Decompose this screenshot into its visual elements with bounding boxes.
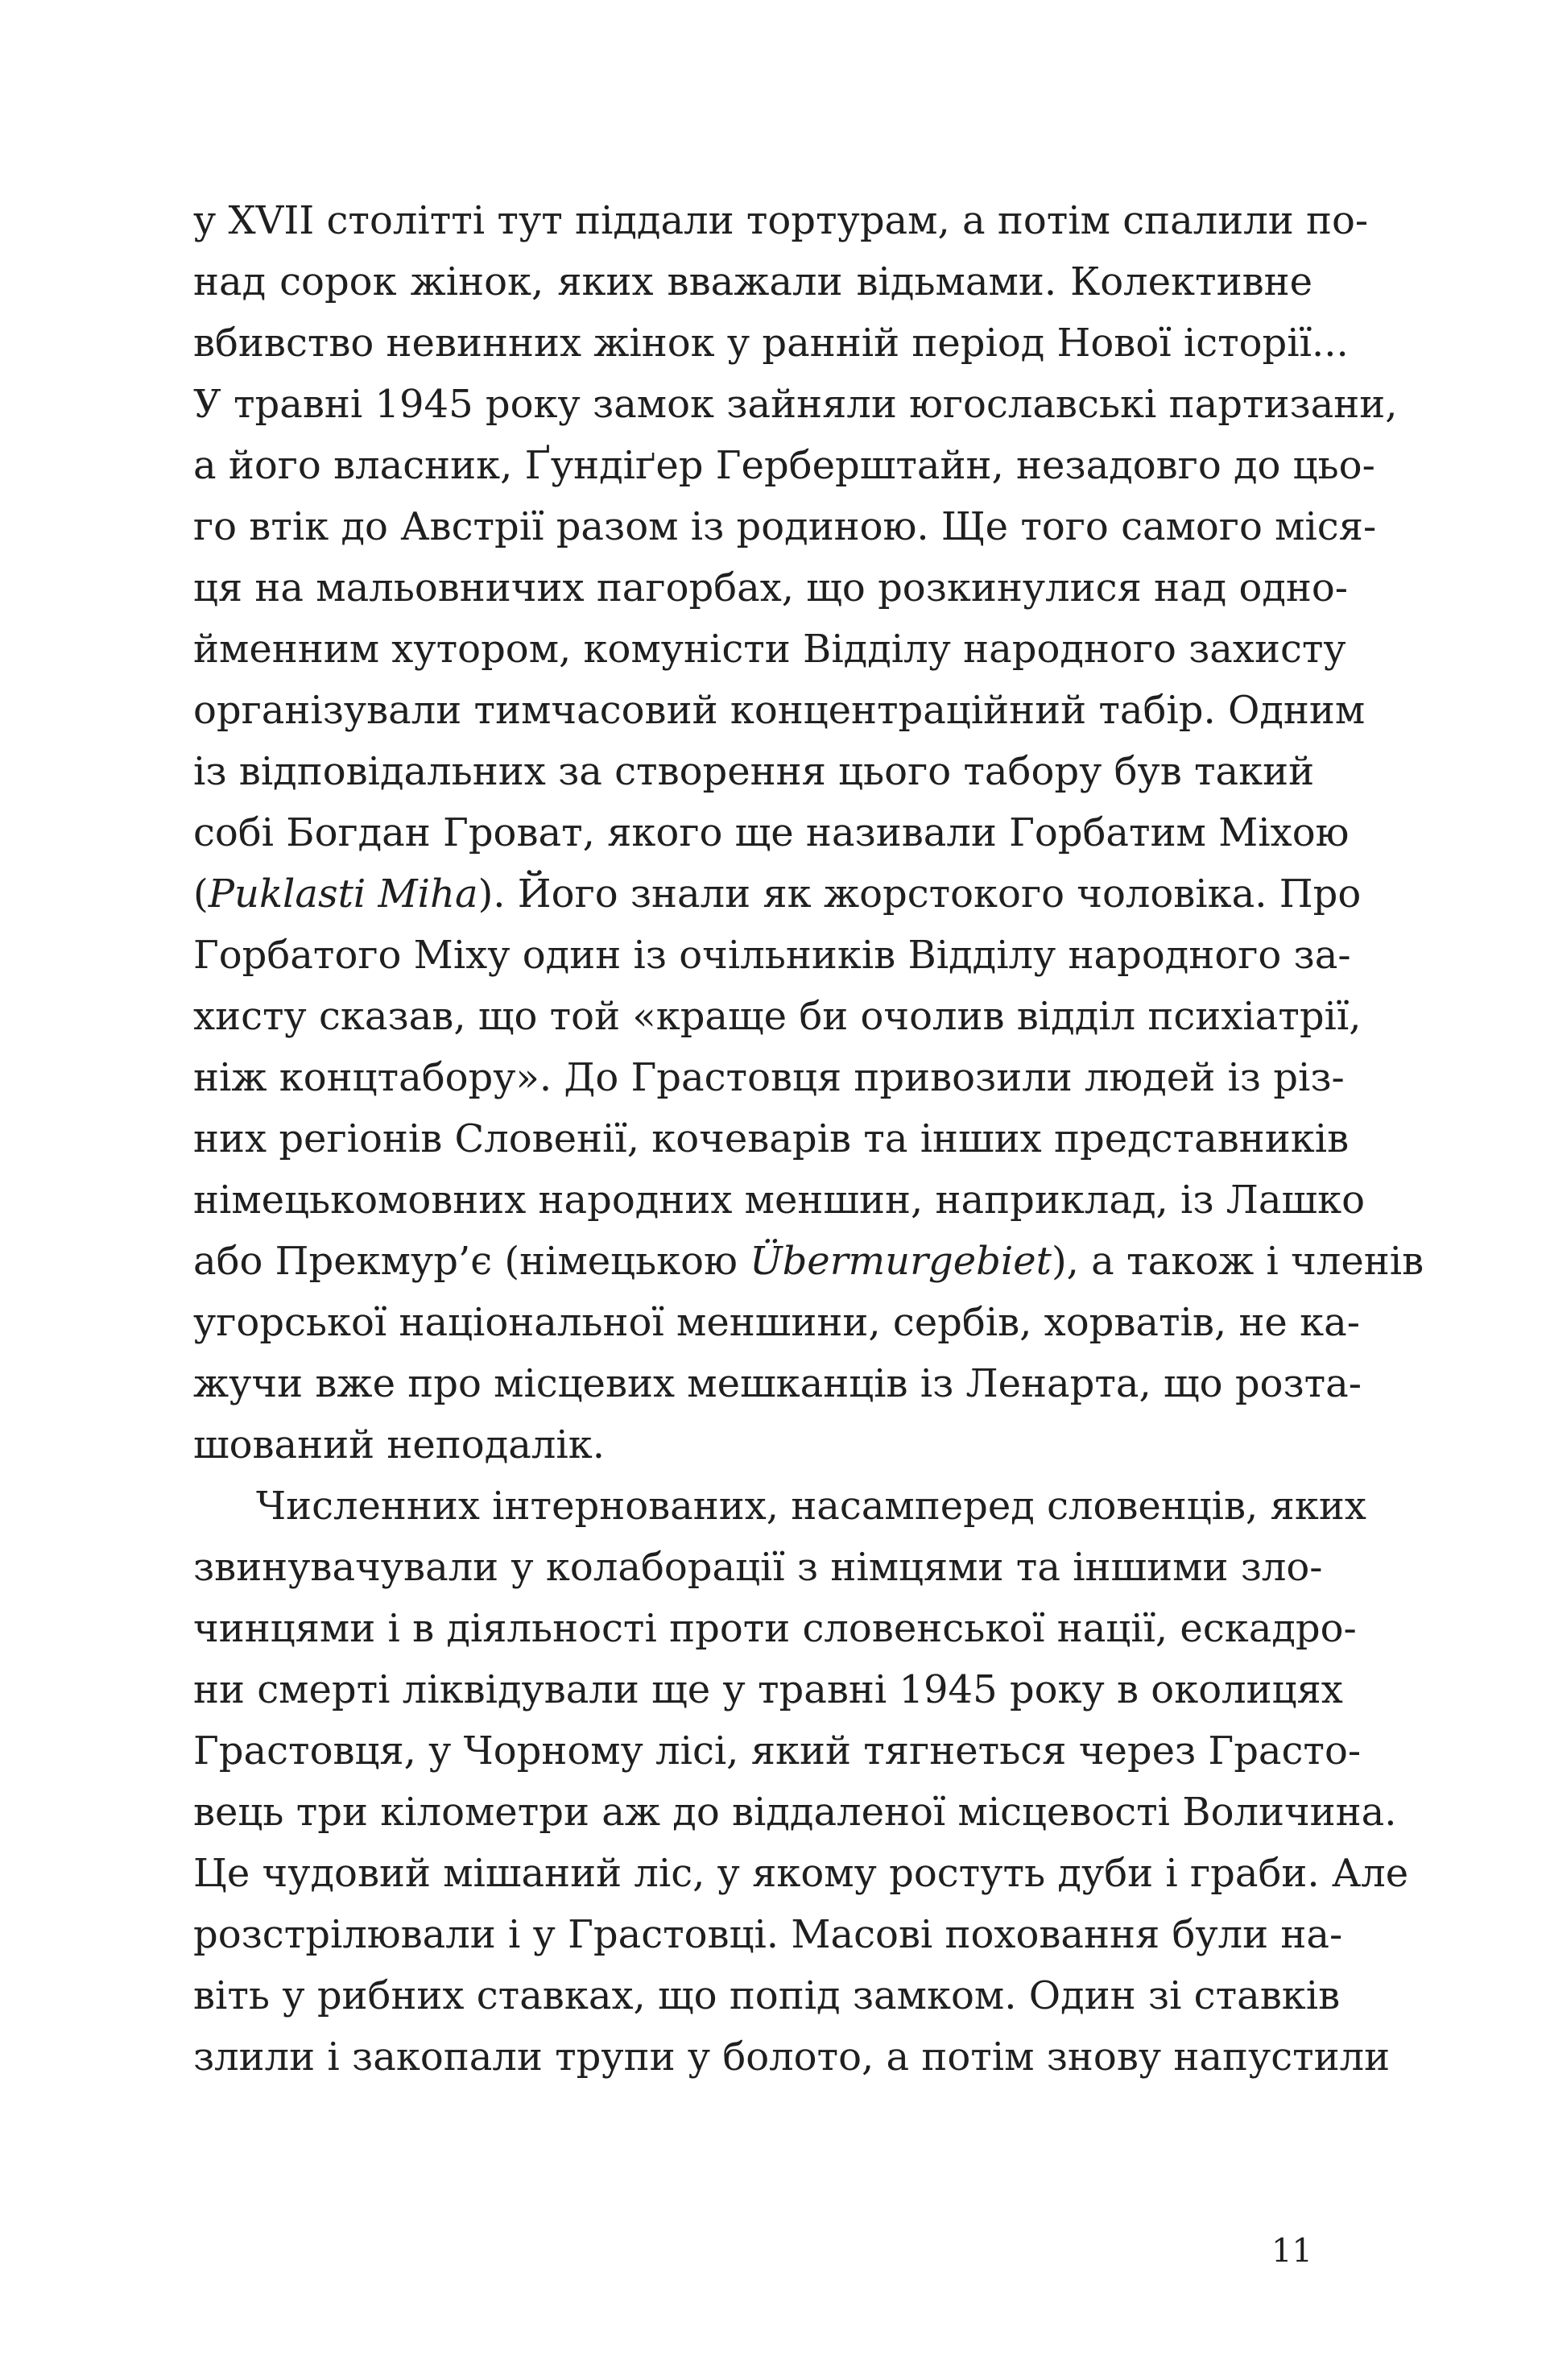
- text-line: [193, 1414, 1312, 1476]
- text-segment: ніж концтабору». До Грастовця привозили людей із різ-: [193, 1055, 1345, 1100]
- italic-term: Puklasti Miha: [208, 871, 478, 917]
- text-segment: Численних інтернованих, насамперед словенців, яких: [256, 1484, 1366, 1529]
- text-line: [193, 986, 1362, 1047]
- text-line: [193, 2026, 1391, 2088]
- text-segment: із відповідальних за створення цього табору був такий: [193, 749, 1315, 794]
- text-line: [193, 863, 1362, 925]
- text-line: [193, 1965, 1341, 2026]
- text-line: [193, 741, 1315, 802]
- text-line: [193, 1598, 1357, 1659]
- text-segment: ), а також і членів: [1051, 1239, 1424, 1284]
- text-segment: шований неподалік.: [193, 1422, 605, 1467]
- text-segment: го втік до Австрії разом із родиною. Ще того самого міся-: [193, 504, 1377, 549]
- text-line: [193, 802, 1350, 863]
- text-line: [193, 1231, 1424, 1292]
- text-line: [193, 251, 1312, 313]
- text-segment: у XVII столітті тут піддали тортурам, а потім спалили по-: [193, 198, 1369, 243]
- text-segment: віть у рибних ставках, що попід замком. Один зі ставків: [193, 1973, 1341, 2018]
- text-line: [193, 1843, 1409, 1904]
- text-line: [193, 313, 1349, 374]
- text-segment: них регіонів Словенії, кочеварів та інших представників: [193, 1116, 1350, 1161]
- text-line: [193, 435, 1375, 496]
- text-segment: організували тимчасовий концентраційний табір. Одним: [193, 688, 1366, 733]
- text-segment: ни смерті ліквідували ще у травні 1945 року в околицях: [193, 1667, 1343, 1712]
- text-segment: вець три кілометри аж до віддаленої місцевості Воличина.: [193, 1790, 1397, 1835]
- text-line: [193, 1720, 1362, 1782]
- text-line: [193, 1904, 1343, 1965]
- text-line: [193, 1353, 1362, 1414]
- text-segment: злили і закопали трупи у болото, а потім знову напустили: [193, 2034, 1391, 2080]
- text-line: [193, 925, 1351, 986]
- text-segment: або Прекмур’є (німецькою: [193, 1239, 750, 1284]
- text-line: [193, 1659, 1343, 1720]
- text-line: [193, 374, 1398, 435]
- text-segment: ця на мальовничих пагорбах, що розкинулися над одно-: [193, 565, 1348, 611]
- text-line: [193, 1108, 1350, 1169]
- text-segment: хисту сказав, що той «краще би очолив відділ психіатрії,: [193, 994, 1362, 1039]
- text-line: [193, 1047, 1345, 1108]
- text-segment: а його власник, Ґундіґер Герберштайн, незадовго до цьо-: [193, 443, 1375, 488]
- text-line: [193, 557, 1348, 619]
- text-segment: Горбатого Міху один із очільників Відділу народного за-: [193, 933, 1351, 978]
- text-segment: чинцями і в діяльності проти словенської нації, ескадро-: [193, 1606, 1357, 1651]
- text-line: [193, 1537, 1323, 1598]
- paragraph: [193, 190, 1424, 1476]
- text-line: [193, 1782, 1397, 1843]
- text-segment: звинувачували у колаборації з німцями та іншими зло-: [193, 1545, 1323, 1590]
- text-segment: Грастовця, у Чорному лісі, який тягнеться через Грасто-: [193, 1728, 1362, 1774]
- text-line: [193, 680, 1366, 741]
- page-number: 11: [1271, 2233, 1312, 2270]
- text-segment: У травні 1945 року замок зайняли югославські партизани,: [193, 382, 1398, 427]
- paragraph: [193, 1476, 1409, 2088]
- text-segment: розстрілювали і у Грастовці. Масові поховання були на-: [193, 1912, 1343, 1957]
- text-segment: собі Богдан Гроват, якого ще називали Горбатим Міхою: [193, 810, 1350, 855]
- text-segment: жучи вже про місцевих мешканців із Ленарта, що розта-: [193, 1361, 1362, 1406]
- text-segment: над сорок жінок, яких вважали відьмами. Колективне: [193, 259, 1312, 304]
- text-line: [193, 190, 1369, 251]
- text-segment: (: [193, 871, 209, 917]
- text-segment: вбивство невинних жінок у ранній період Нової історії...: [193, 321, 1349, 366]
- text-line: [193, 619, 1346, 680]
- text-line: [193, 1169, 1365, 1231]
- italic-term: Übermurgebiet: [750, 1239, 1052, 1284]
- text-line: [193, 1476, 1366, 1537]
- text-segment: Це чудовий мішаний ліс, у якому ростуть дуби і граби. Але: [193, 1851, 1409, 1896]
- text-segment: угорської національної меншини, сербів, хорватів, не ка-: [193, 1300, 1360, 1345]
- body-text: [193, 190, 1424, 2088]
- text-segment: німецькомовних народних меншин, наприклад, із Лашко: [193, 1178, 1365, 1223]
- text-segment: йменним хутором, комуністи Відділу народного захисту: [193, 627, 1346, 672]
- text-segment: ). Його знали як жорстокого чоловіка. Про: [477, 871, 1362, 917]
- text-line: [193, 1292, 1360, 1353]
- text-line: [193, 496, 1377, 557]
